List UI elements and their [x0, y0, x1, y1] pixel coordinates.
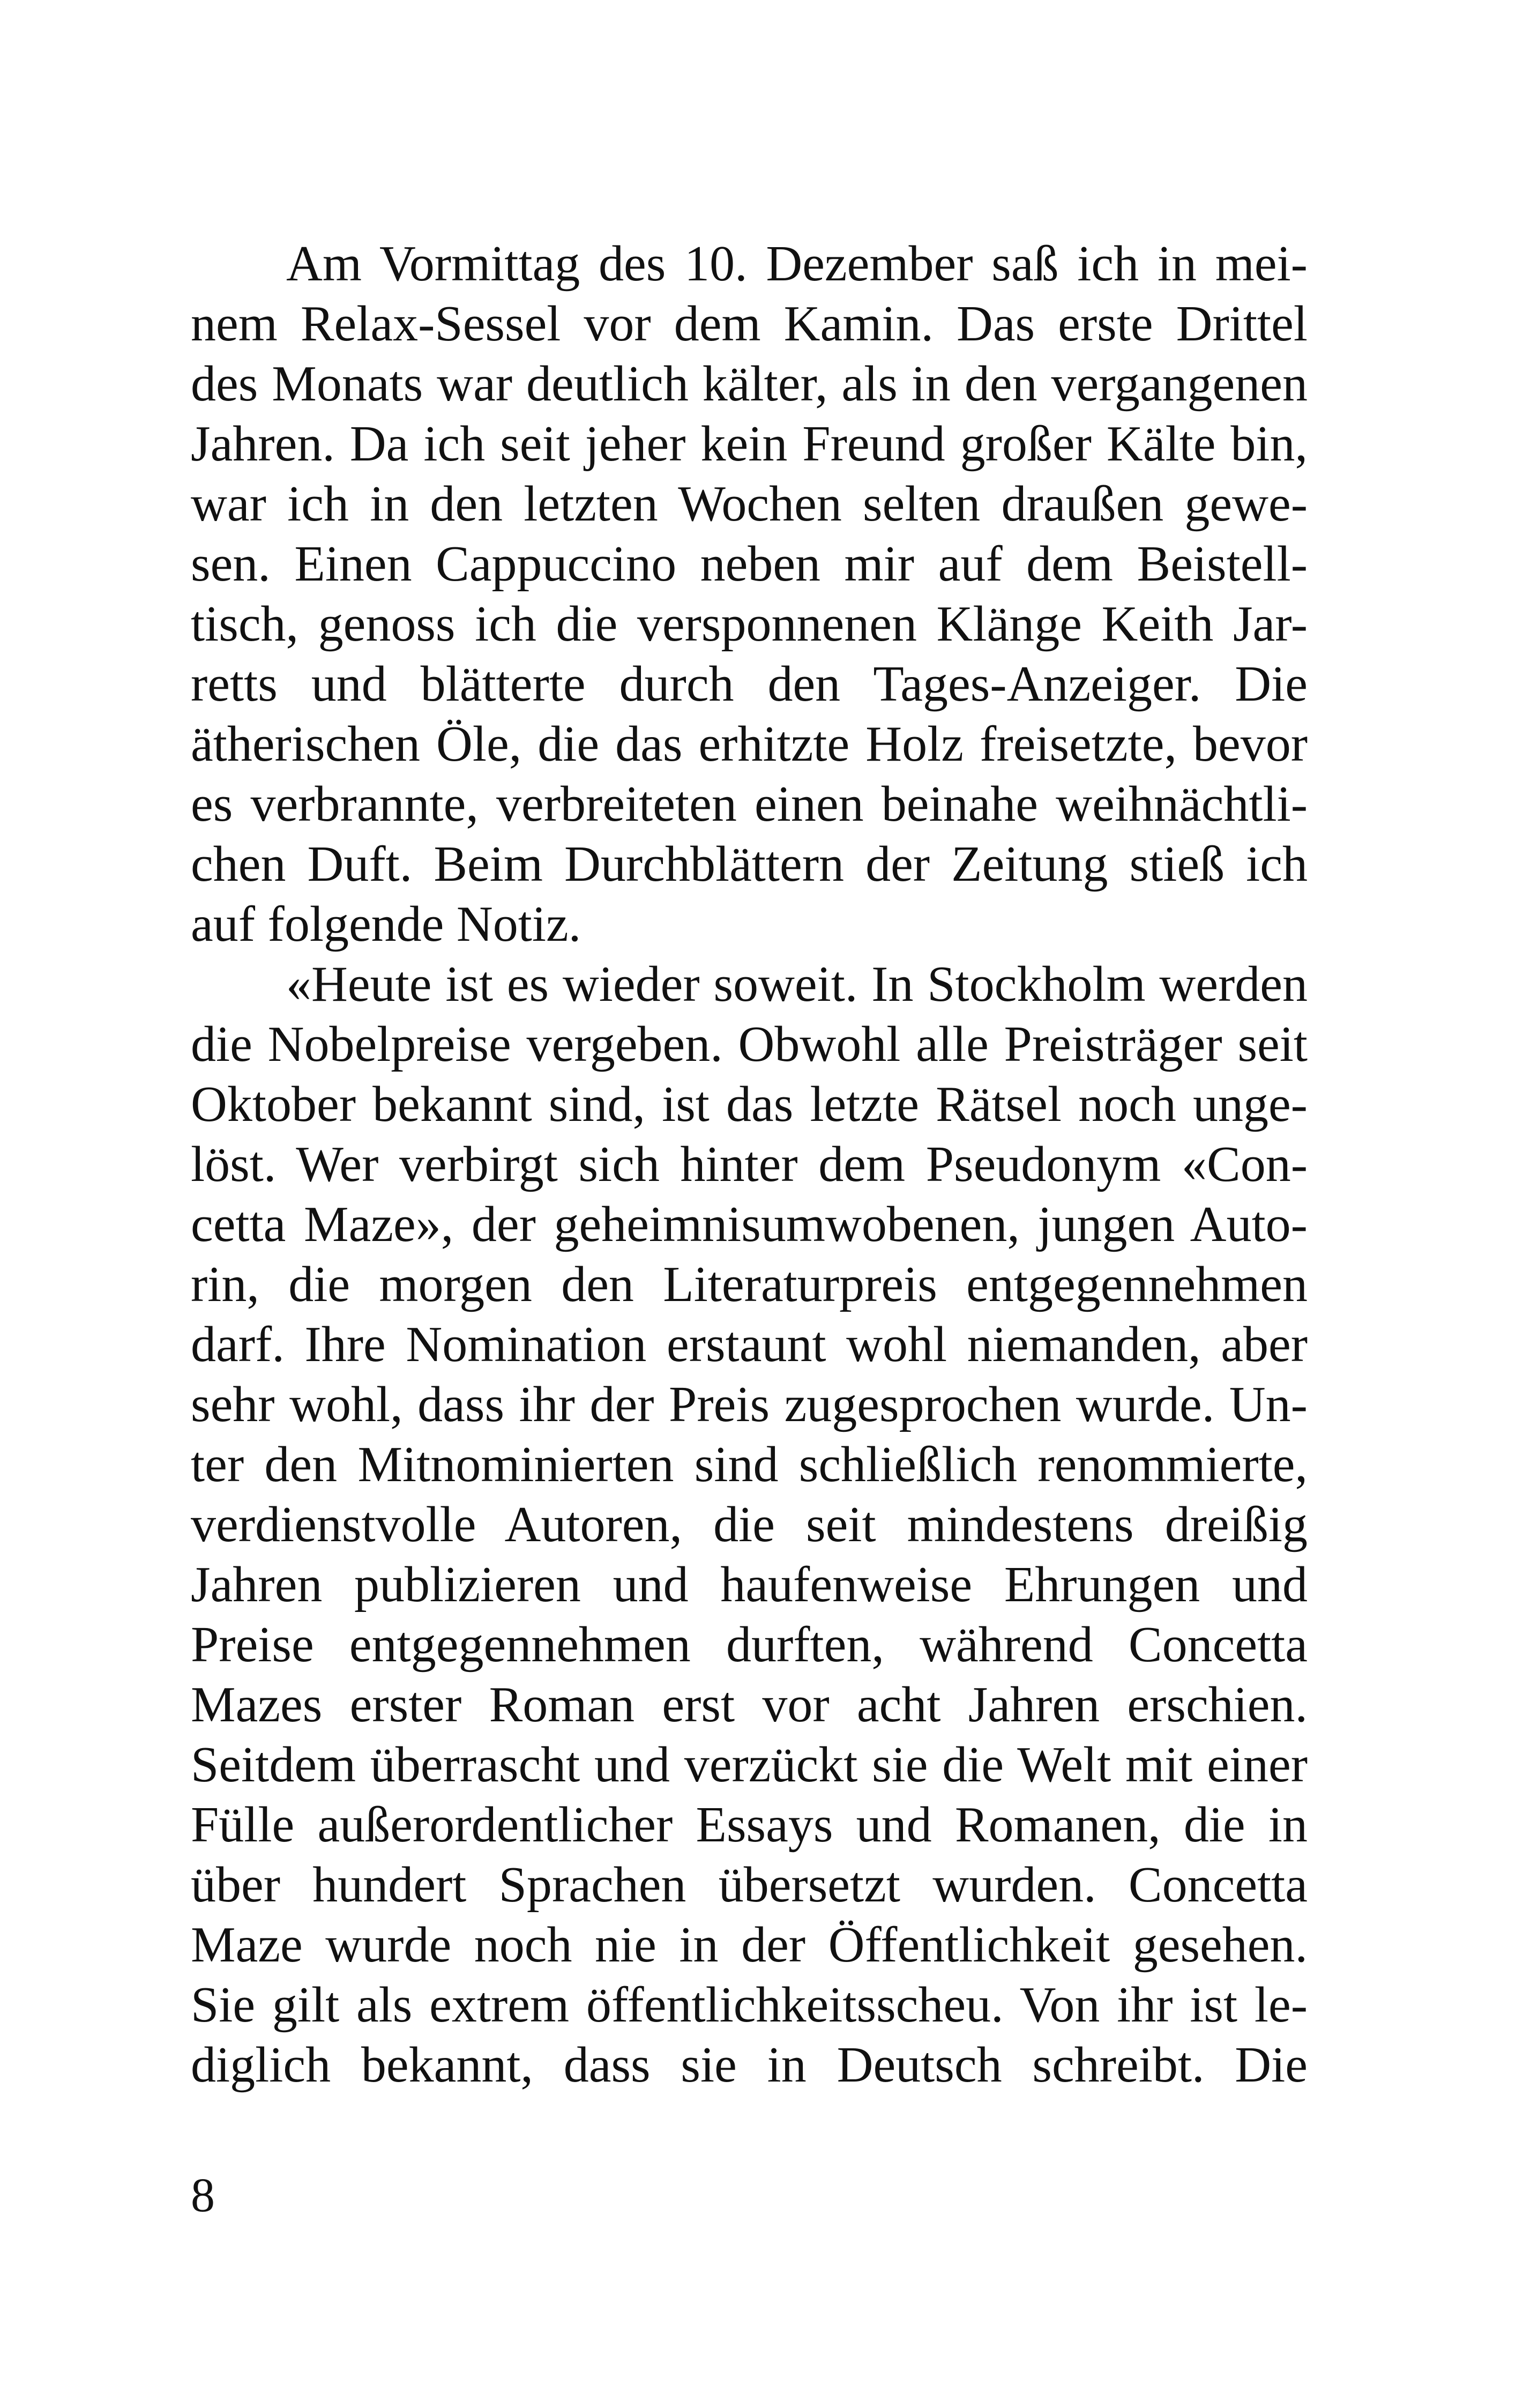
text-line: Sie gilt als extrem öffentlichkeitsscheu. Von ihr ist le-: [191, 1977, 1308, 2033]
text-line: löst. Wer verbirgt sich hinter dem Pseudonym «Con-: [191, 1136, 1308, 1192]
text-line: sehr wohl, dass ihr der Preis zugesprochen wurde. Un-: [191, 1377, 1308, 1432]
text-line: «Heute ist es wieder soweit. In Stockholm werden: [286, 956, 1308, 1012]
text-line: chen Duft. Beim Durchblättern der Zeitung stieß ich: [191, 836, 1308, 892]
page-number: 8: [191, 2169, 215, 2222]
text-line: Jahren publizieren und haufenweise Ehrungen und: [191, 1557, 1308, 1612]
paragraph-2: [191, 954, 1308, 2095]
text-line: rin, die morgen den Literaturpreis entgegennehmen: [191, 1257, 1308, 1312]
text-line: cetta Maze», der geheimnisumwobenen, jungen Auto-: [191, 1196, 1308, 1252]
text-line: darf. Ihre Nomination erstaunt wohl niemanden, aber: [191, 1317, 1308, 1372]
text-line: sen. Einen Cappuccino neben mir auf dem Beistell-: [191, 536, 1308, 592]
text-line: Am Vormittag des 10. Dezember saß ich in mei-: [286, 236, 1308, 292]
text-line: verdienstvolle Autoren, die seit mindestens dreißig: [191, 1497, 1308, 1552]
paragraph-1: [191, 234, 1308, 954]
text-line: war ich in den letzten Wochen selten draußen gewe-: [191, 476, 1308, 532]
text-line: es verbrannte, verbreiteten einen beinahe weihnächtli-: [191, 776, 1308, 832]
text-line: Jahren. Da ich seit jeher kein Freund großer Kälte bin,: [191, 416, 1308, 472]
text-line: Fülle außerordentlicher Essays und Romanen, die in: [191, 1797, 1308, 1853]
text-line: des Monats war deutlich kälter, als in den vergangenen: [191, 356, 1308, 412]
text-line: Oktober bekannt sind, ist das letzte Rätsel noch unge-: [191, 1076, 1308, 1132]
text-line: ter den Mitnominierten sind schließlich renommierte,: [191, 1437, 1308, 1492]
text-line: über hundert Sprachen übersetzt wurden. Concetta: [191, 1857, 1308, 1913]
text-line: nem Relax-Sessel vor dem Kamin. Das erste Drittel: [191, 296, 1308, 352]
text-line: diglich bekannt, dass sie in Deutsch schreibt. Die: [191, 2037, 1308, 2093]
text-line: die Nobelpreise vergeben. Obwohl alle Preisträger seit: [191, 1016, 1308, 1072]
text-line: tisch, genoss ich die versponnenen Klänge Keith Jar-: [191, 596, 1308, 652]
text-line: Seitdem überrascht und verzückt sie die Welt mit einer: [191, 1737, 1308, 1793]
text-line: ätherischen Öle, die das erhitzte Holz freisetzte, bevor: [191, 716, 1308, 772]
text-line: Maze wurde noch nie in der Öffentlichkeit gesehen.: [191, 1917, 1308, 1973]
text-line: retts und blätterte durch den Tages-Anzeiger. Die: [191, 656, 1308, 712]
text-line: Preise entgegennehmen durften, während Concetta: [191, 1617, 1308, 1673]
text-line: Mazes erster Roman erst vor acht Jahren erschien.: [191, 1677, 1308, 1733]
page-body-text: [191, 234, 1308, 2095]
text-line: auf folgende Notiz.: [191, 896, 581, 952]
